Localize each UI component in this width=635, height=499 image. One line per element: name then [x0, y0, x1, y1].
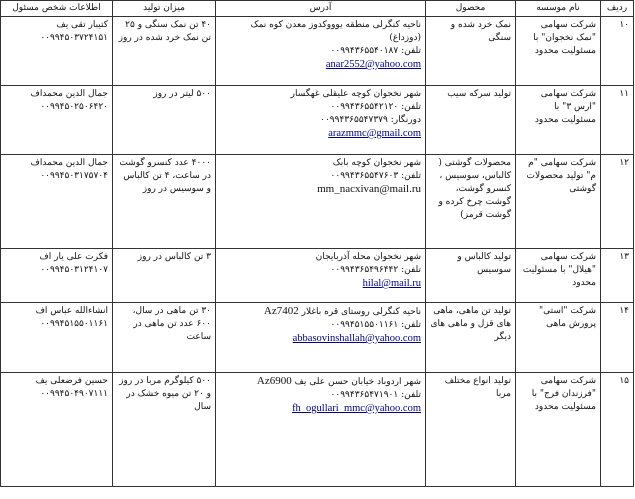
- address-line: شهر نخجوان محله آذربایجان: [315, 252, 421, 262]
- address-phone: تلفن: ۰۰۹۹۴۵۱۵۵۰۱۱۶۱: [330, 320, 421, 330]
- address-line: شهر اردوباد خیابان حسن علی یف: [294, 377, 421, 387]
- product: محصولات گوشتی ( کالباس، سوسیس ، کنسرو گوشت، گوشت چرخ کرده و گوشت قرمز): [426, 155, 516, 249]
- contact-cell: [1, 373, 113, 487]
- address-cell: [216, 249, 426, 303]
- email-link[interactable]: arazmmc@gmail.com: [328, 128, 421, 139]
- table-row: [1, 155, 634, 249]
- contact-cell: [1, 86, 113, 155]
- contact-name: جمال الدین محمداف: [30, 89, 108, 99]
- company-name: شرکت "استی" پرورش ماهی: [516, 303, 601, 373]
- company-name: شرکت سهامی "نمک نخجوان" با مسئولیت محدود: [516, 17, 601, 86]
- contact-phone: ۰۰۹۹۴۵۰۳۱۲۴۱۰۷: [40, 265, 108, 275]
- email-link[interactable]: fh_ogullari_mmc@yahoo.com: [292, 403, 421, 414]
- company-name: شرکت سهامی "هیلال" با مسئولیت محدود: [516, 249, 601, 303]
- header-volume: میزان تولید: [113, 1, 216, 17]
- postal-code: Az6900: [256, 375, 292, 387]
- contact-name: انشاءالله عباس اف: [35, 306, 108, 316]
- address-phone: تلفن: ۰۰۹۹۴۳۶۵۵۴۷۶۰۳: [330, 171, 421, 181]
- contact-cell: [1, 249, 113, 303]
- row-number: ۱۲: [601, 155, 634, 249]
- address-phone: تلفن: ۰۰۹۹۴۳۶۵۴۹۶۴۴۲: [330, 265, 421, 275]
- header-contact: اطلاعات شخص مسئول: [1, 1, 113, 17]
- header-num: ردیف: [601, 1, 634, 17]
- contact-name: حسین فرضعلی یف: [35, 376, 108, 386]
- company-name: شرکت سهامی "ارس ۳" با مسئولیت محدود: [516, 86, 601, 155]
- contact-phone: ۰۰۹۹۴۵۱۵۵۰۱۱۶۱: [40, 319, 108, 329]
- address-phone: تلفن: ۰۰۹۹۴۳۶۵۴۷۱۹۰۱: [330, 390, 421, 400]
- production-volume: ۵۰۰ کیلوگرم مربا در روز و ۲۰ تن میوه خشک در سال: [113, 373, 216, 487]
- contact-name: فکرت علی یار اف: [39, 252, 108, 262]
- contact-phone: ۰۰۹۹۴۵۰۴۹۰۷۱۱۱: [40, 389, 108, 399]
- table-row: [1, 86, 634, 155]
- production-volume: ۳ تن کالباس در روز: [113, 249, 216, 303]
- address-line: ناحیه کنگرلی روستای قره باغلار: [301, 307, 421, 317]
- email-link[interactable]: mm_nacxivan@mail.ru: [317, 183, 421, 195]
- header-name: نام موسسه: [516, 1, 601, 17]
- production-volume: ۴۰۰۰ عدد کنسرو گوشت در ساعت، ۴ تن کالباس و سوسیس در روز: [113, 155, 216, 249]
- row-number: ۱۰: [601, 17, 634, 86]
- email-link[interactable]: hilal@mail.ru: [362, 278, 421, 289]
- production-volume: ۴۰ تن نمک سنگی و ۲۵ تن نمک خرد شده در روز: [113, 17, 216, 86]
- contact-phone: ۰۰۹۹۴۵۰۳۱۷۵۷۰۴: [40, 171, 108, 181]
- contact-cell: [1, 303, 113, 373]
- production-volume: ۳۰ تن ماهی در سال، ۶۰۰ عدد تن ماهی در ساعت: [113, 303, 216, 373]
- address-line: شهر نخجوان کوچه بابک: [332, 158, 421, 168]
- header-row: [1, 1, 634, 17]
- table-row: [1, 373, 634, 487]
- address-cell: [216, 86, 426, 155]
- address-line: شهر نخجوان کوچه علیقلی غهگسار: [290, 89, 421, 99]
- product: تولید کالباس و سوسیس: [426, 249, 516, 303]
- email-link[interactable]: anar2552@yahoo.com: [325, 59, 421, 70]
- address-phone: تلفن: ۰۰۹۹۴۳۶۵۵۴۰۱۸۷: [330, 46, 421, 56]
- row-number: ۱۴: [601, 303, 634, 373]
- contact-phone: ۰۰۹۹۴۵۰۲۵۰۶۴۲۰: [40, 102, 108, 112]
- address-line: ناحیه کنگرلی منطقه یوووکدوز معدن کوه نمک (دوزداغ): [250, 20, 421, 43]
- header-address: آدرس: [216, 1, 426, 17]
- header-product: محصول: [426, 1, 516, 17]
- address-cell: [216, 17, 426, 86]
- row-number: ۱۵: [601, 373, 634, 487]
- address-phone: تلفن: ۰۰۹۹۴۳۶۵۵۴۲۱۲۰: [330, 102, 421, 112]
- table-row: [1, 303, 634, 373]
- row-number: ۱۳: [601, 249, 634, 303]
- contact-name: جمال الدین محمداف: [30, 158, 108, 168]
- address-cell: [216, 373, 426, 487]
- address-fax: دورنگار: ۰۰۹۹۴۳۶۵۵۴۷۳۷۹: [320, 115, 421, 125]
- product: تولید تن ماهی، ماهی های قزل و ماهی های دیگر: [426, 303, 516, 373]
- contact-cell: [1, 17, 113, 86]
- contact-cell: [1, 155, 113, 249]
- contact-phone: ۰۰۹۹۴۵۰۳۷۲۴۱۵۱: [40, 33, 108, 43]
- row-number: ۱۱: [601, 86, 634, 155]
- table-row: [1, 249, 634, 303]
- table-row: [1, 17, 634, 86]
- email-link[interactable]: abbasovinshallah@yahoo.com: [292, 333, 421, 344]
- postal-code: Az7402: [263, 305, 299, 317]
- product: نمک خرد شده و سنگی: [426, 17, 516, 86]
- contact-name: کتیبار تقی یف: [56, 20, 108, 30]
- company-name: شرکت سهامی "م م" تولید محصولات گوشتی: [516, 155, 601, 249]
- company-name: شرکت سهامی "فرزندان فرج" با مسئولیت محدود: [516, 373, 601, 487]
- product: تولید سرکه سیب: [426, 86, 516, 155]
- production-volume: ۵۰۰ لیتر در روز: [113, 86, 216, 155]
- address-cell: [216, 155, 426, 249]
- address-cell: [216, 303, 426, 373]
- product: تولید انواع مختلف مربا: [426, 373, 516, 487]
